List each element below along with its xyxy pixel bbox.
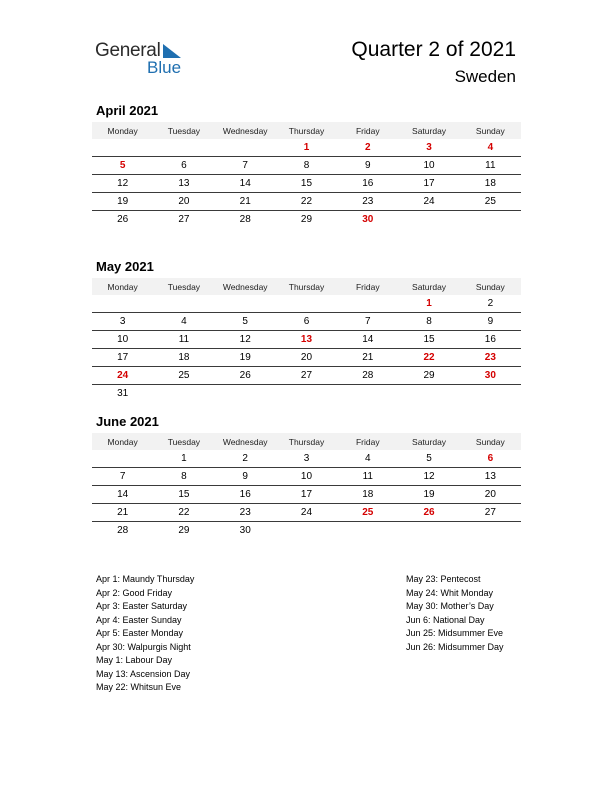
empty-day-cell <box>398 522 459 540</box>
day-cell: 28 <box>117 525 129 536</box>
month-title: April 2021 <box>96 103 159 118</box>
day-cell: 4 <box>337 450 398 468</box>
holiday-entry: May 22: Whitsun Eve <box>96 682 182 692</box>
day-cell: 1 <box>276 139 337 157</box>
empty-day-cell <box>398 211 459 229</box>
day-cell: 16 <box>460 331 521 349</box>
empty-day-cell <box>337 385 398 403</box>
day-cell: 26 <box>398 504 459 522</box>
weekday-label: Saturday <box>398 278 459 295</box>
empty-day-cell <box>276 295 337 313</box>
day-cell: 25 <box>337 504 398 522</box>
day-cell: 21 <box>215 193 276 211</box>
day-cell: 9 <box>460 313 521 331</box>
day-cell: 23 <box>460 349 521 367</box>
weekday-label: Sunday <box>460 278 521 295</box>
holiday-entry: Apr 4: Easter Sunday <box>96 614 182 625</box>
holiday-entry: Apr 3: Easter Saturday <box>96 601 188 611</box>
day-cell: 19 <box>92 193 153 211</box>
day-cell: 23 <box>215 504 276 522</box>
weekday-header-row <box>92 433 521 450</box>
day-cell: 13 <box>153 175 214 193</box>
holiday-entry: May 24: Whit Monday <box>406 587 494 598</box>
logo-triangle-icon <box>163 44 181 58</box>
holiday-entry: Apr 5: Easter Monday <box>96 628 184 638</box>
day-cell: 14 <box>337 331 398 349</box>
day-cell: 12 <box>398 468 459 486</box>
logo-word-blue: Blue <box>147 58 182 77</box>
day-cell: 3 <box>398 139 459 157</box>
empty-day-cell <box>215 385 276 403</box>
page-title: Quarter 2 of 2021 <box>351 38 516 61</box>
week-row <box>92 450 521 468</box>
holiday-list-left <box>96 573 194 695</box>
empty-day-cell <box>276 385 337 403</box>
month-april <box>92 103 521 228</box>
empty-day-cell <box>92 450 153 468</box>
weekday-header-row <box>92 122 521 139</box>
weekday-label: Monday <box>92 433 153 450</box>
day-cell: 4 <box>460 139 521 157</box>
day-cell: 12 <box>215 331 276 349</box>
day-cell: 25 <box>153 367 214 385</box>
holiday-entry: Apr 2: Good Friday <box>96 587 173 598</box>
day-cell: 14 <box>215 175 276 193</box>
day-cell: 25 <box>460 193 521 211</box>
day-cell: 13 <box>276 331 337 349</box>
calendar-table <box>92 278 521 402</box>
day-cell: 7 <box>215 157 276 175</box>
day-cell: 3 <box>276 450 337 468</box>
weekday-label: Thursday <box>276 433 337 450</box>
logo-word-general: General <box>95 40 161 61</box>
day-cell: 8 <box>276 157 337 175</box>
day-cell: 15 <box>153 486 214 504</box>
day-cell: 27 <box>276 367 337 385</box>
week-row <box>92 486 521 504</box>
holiday-entry: May 30: Mother’s Day <box>406 601 494 611</box>
day-cell: 2 <box>337 139 398 157</box>
holiday-entry: May 1: Labour Day <box>96 655 173 665</box>
weekday-label: Saturday <box>398 122 459 139</box>
month-june <box>92 414 521 539</box>
calendar-table <box>92 433 521 539</box>
day-cell: 1 <box>398 295 459 313</box>
day-cell: 6 <box>153 157 214 175</box>
day-cell: 18 <box>153 349 214 367</box>
week-row <box>92 349 521 367</box>
holiday-entry: Jun 26: Midsummer Day <box>406 641 504 652</box>
month-title: June 2021 <box>96 414 159 429</box>
weekday-label: Friday <box>337 122 398 139</box>
day-cell: 17 <box>276 486 337 504</box>
day-cell: 22 <box>153 504 214 522</box>
week-row <box>92 522 521 540</box>
day-cell: 22 <box>276 193 337 211</box>
day-cell: 27 <box>460 504 521 522</box>
empty-day-cell <box>460 211 521 229</box>
week-row <box>92 193 521 211</box>
weekday-label: Saturday <box>398 433 459 450</box>
day-cell: 7 <box>92 468 153 486</box>
day-cell: 29 <box>300 214 313 225</box>
day-cell: 20 <box>276 349 337 367</box>
holiday-entry: Jun 6: National Day <box>406 614 485 625</box>
day-cell: 21 <box>92 504 153 522</box>
day-cell: 3 <box>92 313 153 331</box>
day-cell: 7 <box>337 313 398 331</box>
day-cell: 12 <box>92 175 153 193</box>
week-row <box>92 504 521 522</box>
day-cell: 5 <box>398 450 459 468</box>
day-cell: 16 <box>215 486 276 504</box>
day-cell: 24 <box>276 504 337 522</box>
weekday-label: Friday <box>337 278 398 295</box>
weekday-label: Friday <box>337 433 398 450</box>
weekday-label: Sunday <box>460 122 521 139</box>
day-cell: 8 <box>153 468 214 486</box>
empty-day-cell <box>460 522 521 540</box>
empty-day-cell <box>276 522 337 540</box>
day-cell: 19 <box>398 486 459 504</box>
empty-day-cell <box>153 385 214 403</box>
week-row <box>92 295 521 313</box>
day-cell: 20 <box>460 486 521 504</box>
day-cell: 11 <box>153 331 214 349</box>
day-cell: 17 <box>92 349 153 367</box>
day-cell: 20 <box>153 193 214 211</box>
weekday-label: Monday <box>92 278 153 295</box>
day-cell: 1 <box>153 450 214 468</box>
day-cell: 16 <box>337 175 398 193</box>
day-cell: 18 <box>460 175 521 193</box>
day-cell: 30 <box>362 214 374 225</box>
calendar-table <box>92 122 521 228</box>
week-row <box>92 468 521 486</box>
day-cell: 19 <box>215 349 276 367</box>
day-cell: 29 <box>178 525 190 536</box>
empty-day-cell <box>92 295 153 313</box>
holiday-entry: Jun 25: Midsummer Eve <box>406 628 504 638</box>
week-row <box>92 211 521 229</box>
day-cell: 24 <box>92 367 153 385</box>
day-cell: 5 <box>92 157 153 175</box>
day-cell: 10 <box>92 331 153 349</box>
holiday-list-right <box>406 573 504 654</box>
holiday-entry: May 23: Pentecost <box>406 574 481 584</box>
week-row <box>92 385 521 403</box>
weekday-label: Wednesday <box>215 433 276 450</box>
day-cell: 22 <box>398 349 459 367</box>
holiday-entry: Apr 30: Walpurgis Night <box>96 641 191 652</box>
empty-day-cell <box>92 139 153 157</box>
weekday-label: Tuesday <box>153 278 214 295</box>
day-cell: 4 <box>153 313 214 331</box>
day-cell: 15 <box>276 175 337 193</box>
weekday-header-row <box>92 278 521 295</box>
day-cell: 9 <box>337 157 398 175</box>
weekday-label: Tuesday <box>153 433 214 450</box>
day-cell: 2 <box>460 295 521 313</box>
day-cell: 29 <box>398 367 459 385</box>
weekday-label: Tuesday <box>153 122 214 139</box>
empty-day-cell <box>398 385 459 403</box>
weekday-label: Sunday <box>460 433 521 450</box>
weekday-label: Thursday <box>276 122 337 139</box>
day-cell: 6 <box>276 313 337 331</box>
day-cell: 31 <box>117 388 129 399</box>
week-row <box>92 175 521 193</box>
day-cell: 6 <box>460 450 521 468</box>
generalblue-logo <box>95 40 195 80</box>
week-row <box>92 367 521 385</box>
day-cell: 27 <box>178 214 190 225</box>
empty-day-cell <box>215 139 276 157</box>
day-cell: 17 <box>398 175 459 193</box>
day-cell: 13 <box>460 468 521 486</box>
day-cell: 21 <box>337 349 398 367</box>
day-cell: 24 <box>398 193 459 211</box>
week-row <box>92 139 521 157</box>
day-cell: 23 <box>337 193 398 211</box>
holiday-entry: Apr 1: Maundy Thursday <box>96 574 195 584</box>
holiday-entry: May 13: Ascension Day <box>96 668 191 679</box>
day-cell: 28 <box>239 214 251 225</box>
empty-day-cell <box>337 522 398 540</box>
empty-day-cell <box>337 295 398 313</box>
empty-day-cell <box>153 139 214 157</box>
day-cell: 11 <box>460 157 521 175</box>
day-cell: 30 <box>460 367 521 385</box>
day-cell: 9 <box>215 468 276 486</box>
month-title: May 2021 <box>96 259 154 274</box>
month-may <box>92 259 521 402</box>
weekday-label: Thursday <box>276 278 337 295</box>
day-cell: 15 <box>398 331 459 349</box>
day-cell: 26 <box>117 214 129 225</box>
empty-day-cell <box>460 385 521 403</box>
day-cell: 28 <box>337 367 398 385</box>
day-cell: 11 <box>337 468 398 486</box>
day-cell: 18 <box>337 486 398 504</box>
day-cell: 30 <box>239 525 251 536</box>
day-cell: 10 <box>276 468 337 486</box>
empty-day-cell <box>215 295 276 313</box>
day-cell: 26 <box>215 367 276 385</box>
week-row <box>92 313 521 331</box>
weekday-label: Wednesday <box>215 278 276 295</box>
week-row <box>92 157 521 175</box>
day-cell: 14 <box>92 486 153 504</box>
day-cell: 2 <box>215 450 276 468</box>
week-row <box>92 331 521 349</box>
weekday-label: Monday <box>92 122 153 139</box>
empty-day-cell <box>153 295 214 313</box>
day-cell: 8 <box>398 313 459 331</box>
day-cell: 5 <box>215 313 276 331</box>
country-name: Sweden <box>454 67 516 86</box>
day-cell: 10 <box>398 157 459 175</box>
weekday-label: Wednesday <box>215 122 276 139</box>
